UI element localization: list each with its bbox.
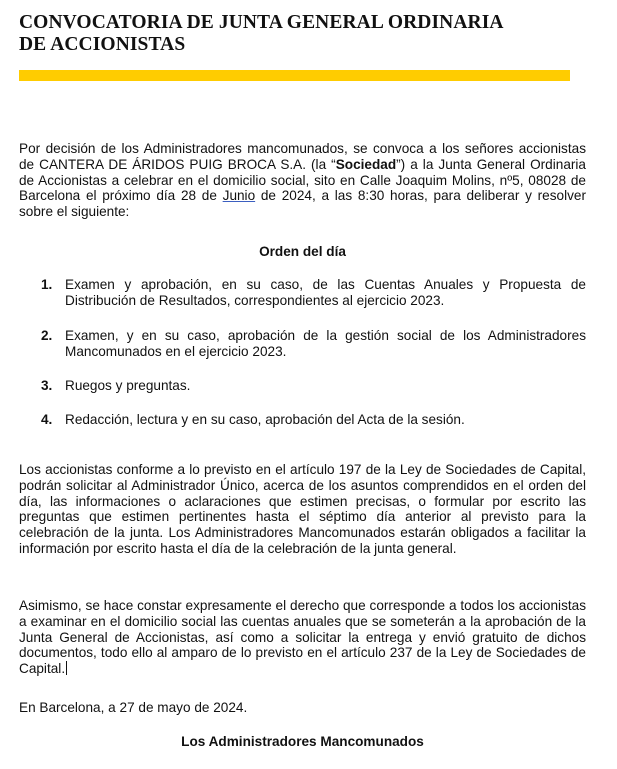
agenda-item-text: Redacción, lectura y en su caso, aprobación del Acta de la sesión. bbox=[65, 412, 465, 427]
intro-paragraph: Por decisión de los Administradores mancomunados, se convoca a los señores accionistas de CANTERA DE ÁRIDOS PUIG BROCA S.A. (la “Sociedad”) a la Junta General Ordinaria de Accionistas a celebrar en el domicilio social, sito en Calle Joaquim Molins, nº5, 08028 de Barcelona el próximo día 28 de Junio de 2024, a las 8:30 horas, para deliberar y resolver sobre el siguiente: bbox=[19, 141, 586, 220]
agenda-item bbox=[19, 328, 586, 360]
examination-rights-paragraph: Asimismo, se hace constar expresamente el derecho que corresponde a todos los accionistas a examinar en el domicilio social las cuentas anuales que se someterán a la aprobación de la Junta General de Accionistas, así como a solicitar la entrega y envió gratuito de dichos documentos, todo ello al amparo de lo previsto en el artículo 237 de la Ley de Sociedades de Capital. bbox=[19, 598, 586, 677]
agenda-item bbox=[19, 378, 586, 394]
agenda-item-number: 4. bbox=[41, 412, 53, 427]
agenda-heading: Orden del día bbox=[259, 244, 346, 259]
information-rights-paragraph: Los accionistas conforme a lo previsto en el artículo 197 de la Ley de Sociedades de Capital, podrán solicitar al Administrador Único, acerca de los asuntos comprendidos en el orden del día, las informaciones o aclaraciones que estimen precisas, o formular por escrito las preguntas que estimen pertinentes hasta el séptimo día anterior al previsto para la celebración de la junta. Los Administradores Mancomunados estarán obligados a facilitar la información por escrito hasta el día de la celebración de la junta general. bbox=[19, 462, 586, 556]
agenda-item-number: 2. bbox=[41, 328, 53, 343]
document-header bbox=[19, 12, 586, 56]
place-and-date: En Barcelona, a 27 de mayo de 2024. bbox=[19, 700, 248, 715]
agenda-item-number: 1. bbox=[41, 277, 53, 292]
title-accent-bar bbox=[19, 70, 570, 81]
agenda-item-text: Examen y aprobación, en su caso, de las Cuentas Anuales y Propuesta de Distribución de Resultados, correspondientes al ejercicio 2023. bbox=[65, 277, 586, 308]
agenda-item bbox=[19, 412, 586, 428]
signature: Los Administradores Mancomunados bbox=[181, 734, 424, 749]
title-line-1: CONVOCATORIA DE JUNTA GENERAL ORDINARIA bbox=[19, 12, 504, 33]
agenda-item-number: 3. bbox=[41, 378, 53, 393]
sociedad-term: Sociedad bbox=[335, 156, 397, 172]
agenda-item-text: Ruegos y preguntas. bbox=[65, 378, 191, 393]
agenda-item-text: Examen, y en su caso, aprobación de la gestión social de los Administradores Mancomunados en el ejercicio 2023. bbox=[65, 328, 586, 359]
document-title bbox=[19, 12, 579, 56]
month-underlined: Junio bbox=[222, 188, 256, 204]
agenda-item bbox=[19, 277, 586, 309]
text-cursor bbox=[66, 661, 67, 675]
title-line-2: DE ACCIONISTAS bbox=[19, 34, 186, 55]
